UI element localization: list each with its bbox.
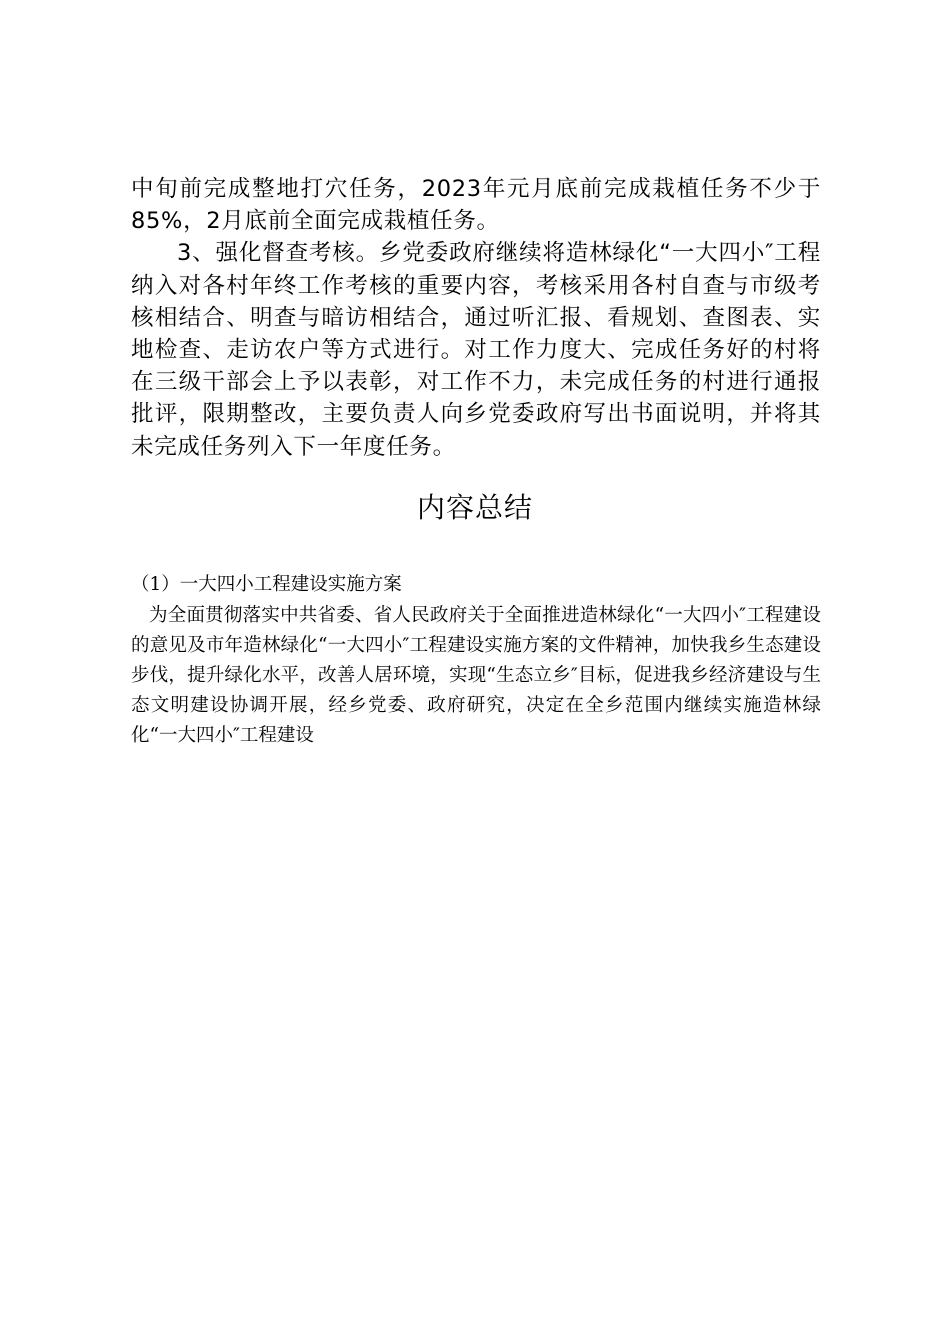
body-paragraph-continuation: 中旬前完成整地打穴任务，2023年元月底前完成栽植任务不少于85%，2月底前全面完成栽植任务。	[131, 176, 821, 235]
summary-block	[131, 570, 821, 751]
body-paragraph-inspection: 3、强化督查考核。乡党委政府继续将造林绿化“一大四小″工程纳入对各村年终工作考核的重要内容，考核采用各村自查与市级考核相结合、明查与暗访相结合，通过听汇报、看规划、查图表、实地检查、走访农户等方式进行。对工作力度大、完成任务好的村将在三级干部会上予以表彰，对工作不力，未完成任务的村进行通报批评，限期整改，主要负责人向乡党委政府写出书面说明，并将其未完成任务列入下一年度任务。	[131, 240, 821, 460]
body-text-block	[131, 173, 821, 463]
summary-item-text: 为全面贯彻落实中共省委、省人民政府关于全面推进造林绿化“一大四小″工程建设的意见及市年造林绿化“一大四小″工程建设实施方案的文件精神，加快我乡生态建设步伐，提升绿化水平，改善人居环境，实现“生态立乡″目标，促进我乡经济建设与生态文明建设协调开展，经乡党委、政府研究，决定在全乡范围内继续实施造林绿化“一大四小″工程建设	[131, 605, 821, 746]
summary-item-title: （1）一大四小工程建设实施方案	[131, 574, 402, 595]
summary-heading: 内容总结	[416, 491, 533, 524]
